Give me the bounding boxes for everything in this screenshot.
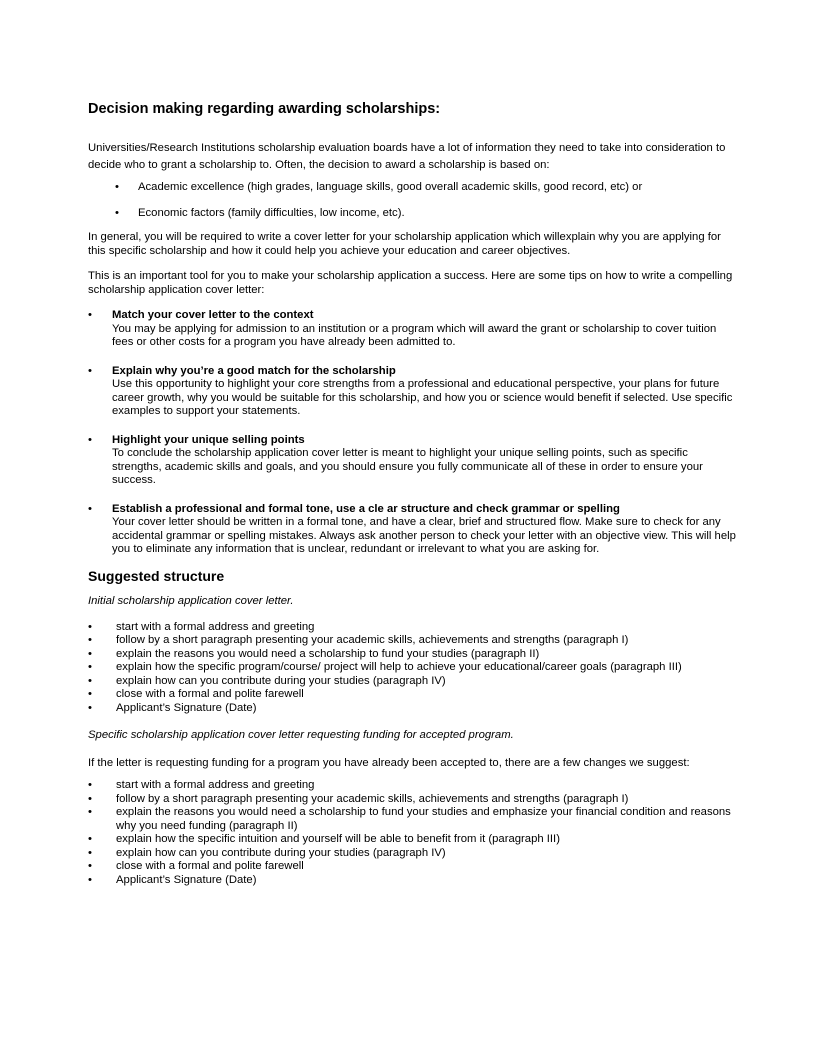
specific-intro-paragraph: If the letter is requesting funding for a program you have already been accepted to, there are a few changes we suggest: bbox=[88, 757, 690, 769]
list-item bbox=[88, 688, 736, 702]
tip-body: Use this opportunity to highlight your core strengths from a professional and educational perspective, your plans for future career growth, why you would be suitable for this scholarship, and how you or science would benefit if selected. Use specific examples to support your statements. bbox=[112, 378, 733, 417]
list-item-text: Applicant’s Signature (Date) bbox=[116, 873, 257, 886]
tip-title: Establish a professional and formal tone, use a cle ar structure and check grammar or spelling bbox=[112, 502, 620, 515]
bullet-glyph: • bbox=[115, 207, 119, 219]
list-item-text: Applicant’s Signature (Date) bbox=[116, 701, 257, 714]
list-item-text: explain how the specific program/course/ project will help to achieve your educational/career goals (paragraph III) bbox=[116, 661, 682, 673]
structure-heading: Suggested structure bbox=[88, 567, 225, 584]
intro-bullet-item bbox=[88, 205, 736, 221]
bullet-glyph: • bbox=[115, 181, 119, 193]
bullet-glyph: • bbox=[88, 661, 92, 673]
tip-item bbox=[88, 365, 736, 419]
bullet-glyph: • bbox=[88, 846, 92, 859]
tool-paragraph: This is an important tool for you to make your scholarship application a success. Here are some tips on how to write a compelling scholarship application cover letter: bbox=[88, 270, 733, 296]
specific-letter-label: Specific scholarship application cover letter requesting funding for accepted program. bbox=[88, 729, 514, 741]
bullet-glyph: • bbox=[88, 833, 92, 845]
page-heading: Decision making regarding awarding scholarships: bbox=[88, 101, 441, 117]
tip-item bbox=[88, 434, 736, 488]
tip-title: Highlight your unique selling points bbox=[112, 433, 305, 446]
tip-body: You may be applying for admission to an institution or a program which will award the grant or scholarship to cover tuition fees or other costs for a program you have already been admitted to. bbox=[112, 322, 717, 348]
tip-body: To conclude the scholarship application cover letter is meant to highlight your unique selling points, such as specific strengths, academic skills and goals, and you should ensure you fully communicate all of these in order to ensure your success. bbox=[112, 447, 703, 486]
list-item bbox=[88, 793, 736, 807]
list-item-text: follow by a short paragraph presenting your academic skills, achievements and strengths (paragraph I) bbox=[116, 792, 629, 805]
list-item-text: follow by a short paragraph presenting your academic skills, achievements and strengths (paragraph I) bbox=[116, 634, 629, 646]
list-item-text: close with a formal and polite farewell bbox=[116, 860, 304, 872]
list-item bbox=[88, 860, 736, 874]
tip-body: Your cover letter should be written in a formal tone, and have a clear, brief and structured flow. Make sure to check for any accidental grammar or spelling mistakes. Always ask another person to check your letter with an objective view. This will help you to eliminate any information that is unclear, redundant or irrelevant to what you are asking for. bbox=[112, 516, 736, 555]
intro-bullet-list bbox=[88, 179, 736, 221]
list-item bbox=[88, 779, 736, 793]
list-item-text: explain how the specific intuition and yourself will be able to benefit from it (paragraph III) bbox=[116, 833, 560, 845]
specific-structure-list bbox=[88, 779, 736, 887]
initial-letter-label: Initial scholarship application cover letter. bbox=[88, 594, 294, 607]
list-item bbox=[88, 621, 736, 635]
tip-title: Explain why you’re a good match for the scholarship bbox=[112, 364, 396, 377]
bullet-glyph: • bbox=[88, 792, 92, 805]
list-item bbox=[88, 833, 736, 847]
intro-bullet-item bbox=[88, 179, 736, 195]
list-item bbox=[88, 847, 736, 861]
bullet-glyph: • bbox=[88, 701, 92, 714]
tips-list bbox=[88, 309, 736, 557]
list-item-text: start with a formal address and greeting bbox=[116, 779, 315, 791]
bullet-glyph: • bbox=[88, 309, 92, 321]
list-item bbox=[88, 661, 736, 675]
bullet-glyph: • bbox=[88, 647, 92, 660]
list-item bbox=[88, 806, 736, 833]
list-item bbox=[88, 874, 736, 888]
general-paragraph: In general, you will be required to write a cover letter for your scholarship application which willexplain why you are applying for this specific scholarship and how it could help you achieve your education and career objectives. bbox=[88, 231, 721, 257]
list-item bbox=[88, 675, 736, 689]
intro-bullet-text: Economic factors (family difficulties, low income, etc). bbox=[138, 207, 405, 219]
intro-bullet-text: Academic excellence (high grades, language skills, good overall academic skills, good record, etc) or bbox=[138, 181, 643, 193]
list-item-text: start with a formal address and greeting bbox=[116, 620, 315, 633]
list-item-text: explain how can you contribute during your studies (paragraph IV) bbox=[116, 846, 446, 859]
list-item bbox=[88, 648, 736, 662]
tip-item bbox=[88, 503, 736, 557]
tip-item bbox=[88, 309, 736, 350]
bullet-glyph: • bbox=[88, 779, 92, 791]
bullet-glyph: • bbox=[88, 688, 92, 700]
initial-structure-list bbox=[88, 621, 736, 716]
tip-title: Match your cover letter to the context bbox=[112, 309, 314, 321]
list-item-text: close with a formal and polite farewell bbox=[116, 688, 304, 700]
list-item-text: explain the reasons you would need a scholarship to fund your studies (paragraph II) bbox=[116, 647, 540, 660]
list-item-text: explain the reasons you would need a scholarship to fund your studies and emphasize your financial condition and reasons why you need funding (paragraph II) bbox=[116, 806, 731, 832]
bullet-glyph: • bbox=[88, 634, 92, 646]
intro-paragraph: Universities/Research Institutions scholarship evaluation boards have a lot of information they need to take into consideration to decide who to grant a scholarship to. Often, the decision to award a scholarship is based on: bbox=[88, 142, 726, 171]
list-item bbox=[88, 702, 736, 716]
bullet-glyph: • bbox=[88, 433, 92, 446]
bullet-glyph: • bbox=[88, 873, 92, 886]
bullet-glyph: • bbox=[88, 502, 92, 515]
list-item bbox=[88, 634, 736, 648]
bullet-glyph: • bbox=[88, 620, 92, 633]
document-page bbox=[88, 100, 736, 887]
bullet-glyph: • bbox=[88, 364, 92, 377]
bullet-glyph: • bbox=[88, 860, 92, 872]
bullet-glyph: • bbox=[88, 806, 92, 818]
bullet-glyph: • bbox=[88, 674, 92, 687]
list-item-text: explain how can you contribute during your studies (paragraph IV) bbox=[116, 674, 446, 687]
